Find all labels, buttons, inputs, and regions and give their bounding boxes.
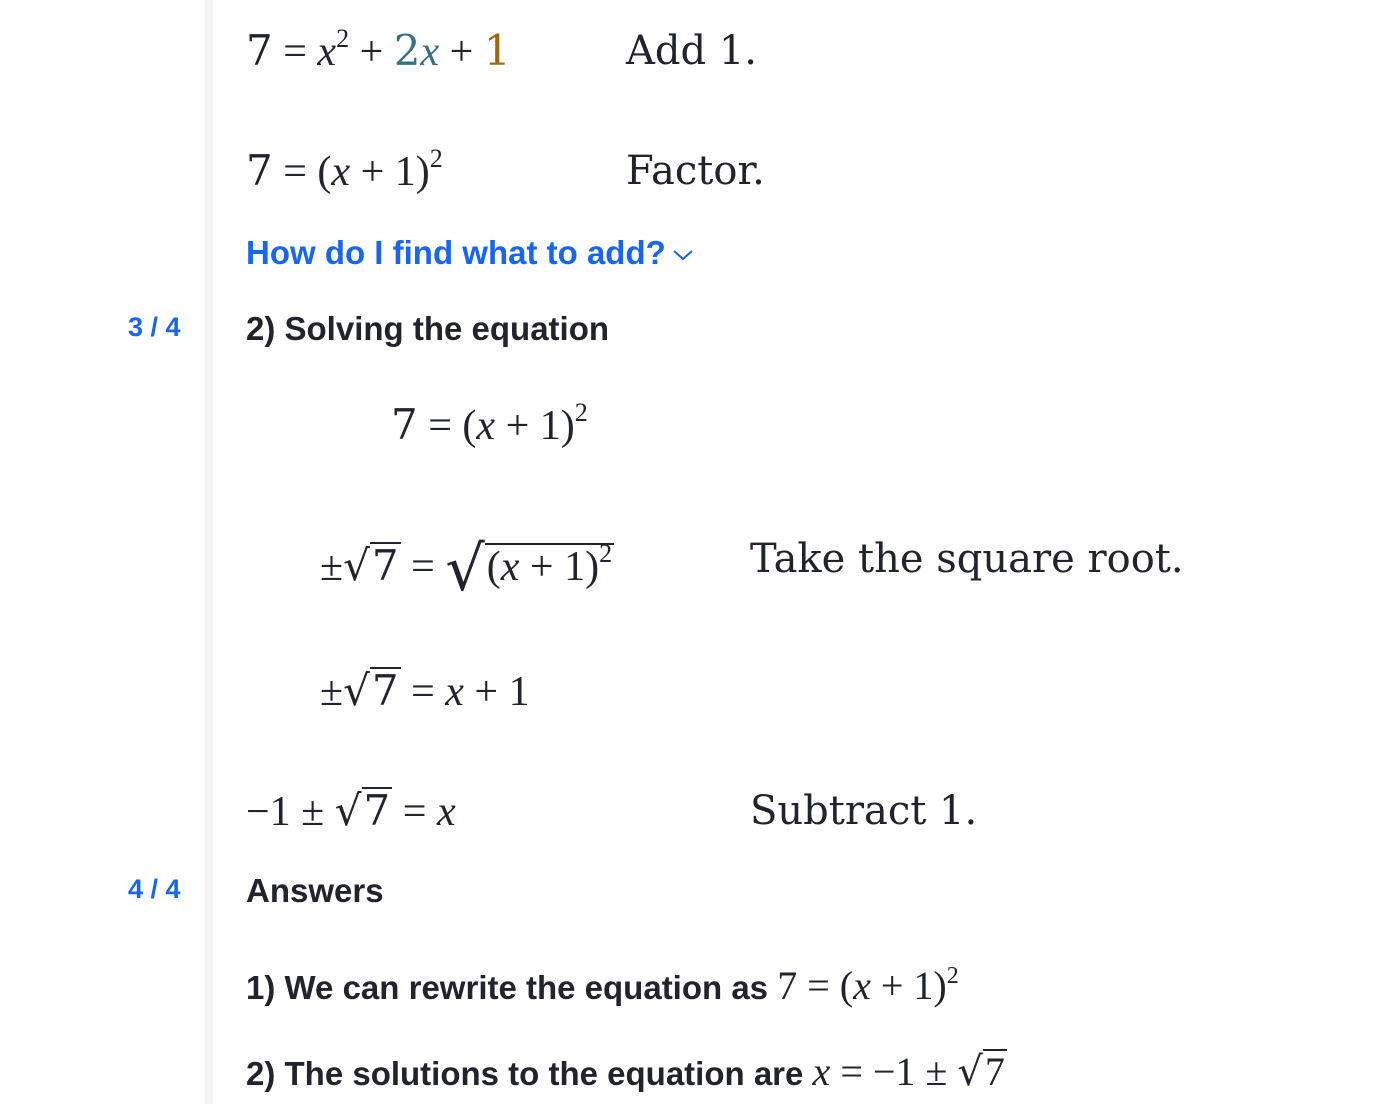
answer-2-text: 2) The solutions to the equation are — [246, 1055, 804, 1092]
equation-add-one: $7 = x^2 + 2x + 1$ — [246, 24, 511, 75]
hint-toggle-link[interactable] — [246, 234, 694, 272]
answer-1-math: $7 = (x + 1)^2$ — [777, 963, 959, 1008]
step-rail — [205, 0, 213, 1104]
step-heading-answers: Answers — [246, 872, 384, 909]
equation-solved: −1 ± √7 = x — [246, 786, 456, 835]
step-heading-solving: 2) Solving the equation — [246, 310, 610, 347]
answer-1-text: 1) We can rewrite the equation as — [246, 969, 769, 1006]
step-counter-3: 3 / 4 — [128, 312, 181, 342]
hint-link-label: How do I find what to add? — [246, 234, 666, 271]
step-note-factor: Factor. — [626, 148, 765, 194]
answer-2 — [246, 1048, 1007, 1095]
answer-2-math: x = −1 ± √7 — [812, 1049, 1005, 1095]
equation-square-root: $\pm√7 = √(x + 1)^2$ — [320, 532, 613, 605]
equation-factored: $7 = (x + 1)^2$ — [246, 144, 443, 195]
step-note-add-one: Add 1. — [626, 28, 757, 74]
step-note-subtract: Subtract 1. — [750, 788, 978, 834]
step-counter-4: 4 / 4 — [128, 874, 181, 904]
equation-start: $7 = (x + 1)^2$ — [391, 398, 588, 449]
equation-simplified: ±√7 = x + 1 — [320, 666, 530, 715]
chevron-down-icon — [666, 234, 694, 271]
step-note-square-root: Take the square root. — [750, 536, 1184, 582]
answer-1 — [246, 962, 959, 1009]
